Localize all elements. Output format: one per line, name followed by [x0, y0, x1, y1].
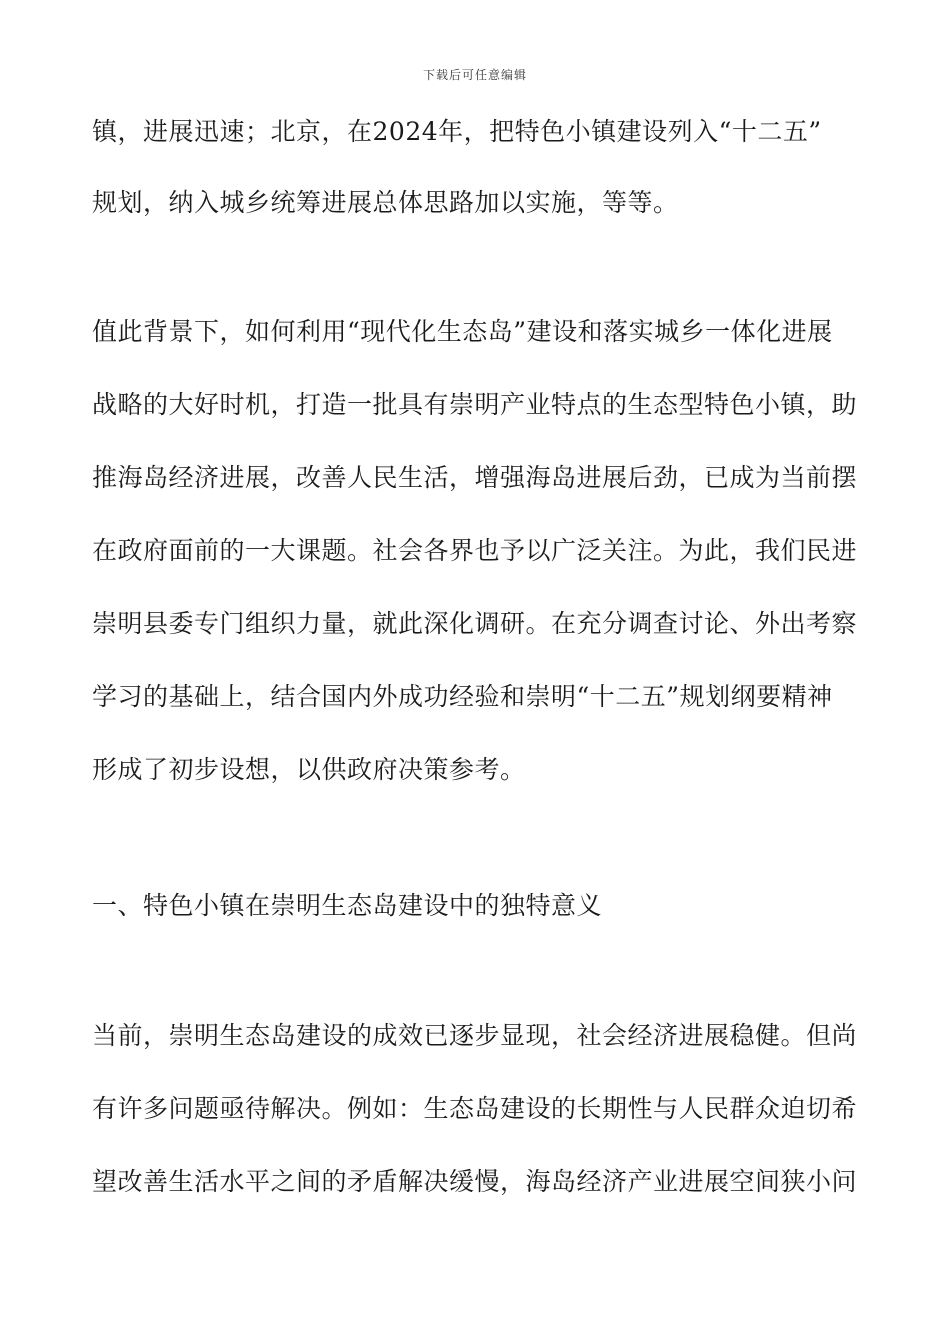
paragraph-line: 在政府面前的一大课题。社会各界也予以广泛关注。为此，我们民进 [92, 536, 858, 565]
paragraph-line: 形成了初步设想，以供政府决策参考。 [92, 755, 526, 784]
paragraph-line: 镇，进展迅速；北京，在2024年，把特色小镇建设列入“十二五” [92, 117, 822, 146]
section-heading: 一、特色小镇在崇明生态岛建设中的独特意义 [92, 891, 603, 920]
paragraph-line: 望改善生活水平之间的矛盾解决缓慢，海岛经济产业进展空间狭小问 [92, 1167, 858, 1196]
paragraph-line: 有许多问题亟待解决。例如：生态岛建设的长期性与人民群众迫切希 [92, 1094, 858, 1123]
paragraph-line: 学习的基础上，结合国内外成功经验和崇明“十二五”规划纲要精神 [92, 682, 833, 711]
paragraph-line: 推海岛经济进展，改善人民生活，增强海岛进展后劲，已成为当前摆 [92, 463, 858, 492]
paragraph-line: 当前，崇明生态岛建设的成效已逐步显现，社会经济进展稳健。但尚 [92, 1021, 858, 1050]
paragraph-line: 战略的大好时机，打造一批具有崇明产业特点的生态型特色小镇，助 [92, 390, 858, 419]
page-header-note: 下载后可任意编辑 [422, 68, 527, 82]
paragraph-line: 规划，纳入城乡统筹进展总体思路加以实施，等等。 [92, 188, 679, 217]
paragraph-line: 崇明县委专门组织力量，就此深化调研。在充分调查讨论、外出考察 [92, 609, 858, 638]
paragraph-line: 值此背景下，如何利用“现代化生态岛”建设和落实城乡一体化进展 [92, 317, 833, 346]
